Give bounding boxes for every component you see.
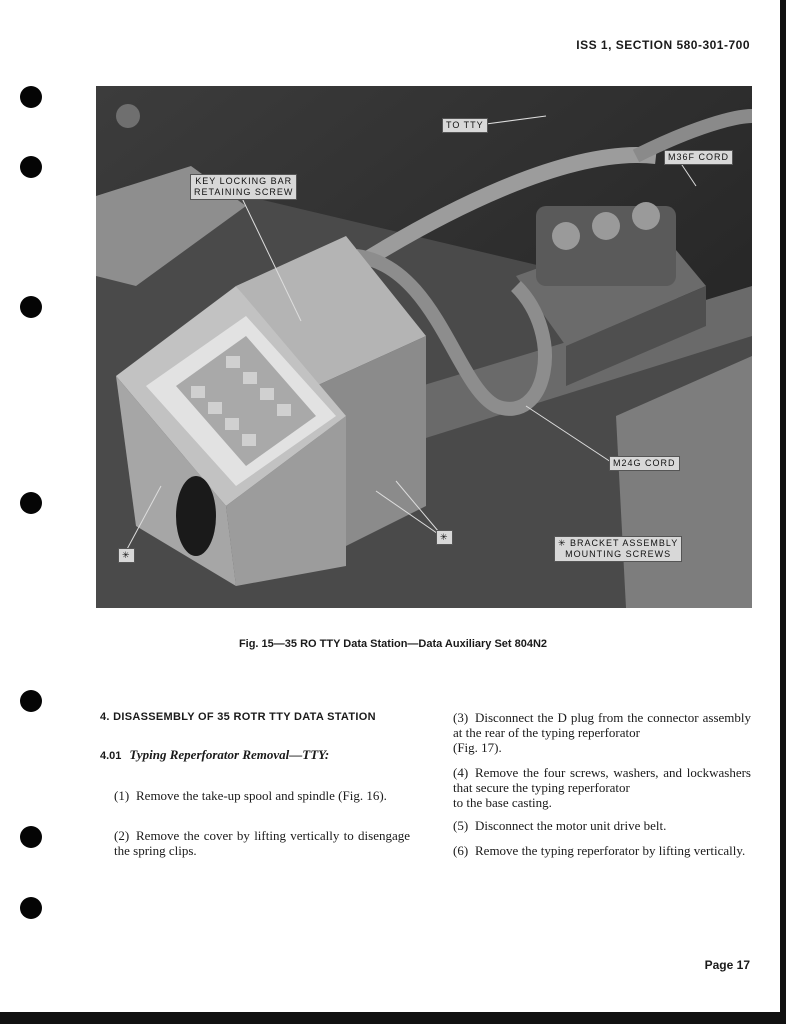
equipment-photo <box>96 86 752 608</box>
step-2 <box>100 828 410 858</box>
step-4-text: Remove the four screws, washers, and lockwashers that secure the typing reperforator <box>453 765 751 795</box>
subsection-number: 4.01 <box>100 750 122 762</box>
label-key-line1: KEY LOCKING BAR <box>195 176 293 186</box>
step-1-text: Remove the take-up spool and spindle (Fig. 16). <box>136 788 387 803</box>
step-3 <box>453 710 751 755</box>
step-5-number: (5) <box>453 818 469 833</box>
right-column <box>453 710 751 858</box>
subsection-heading <box>100 747 410 764</box>
step-4-continued: to the base casting. <box>453 795 552 810</box>
step-1-number: (1) <box>114 788 130 803</box>
label-bracket-line2: MOUNTING SCREWS <box>565 549 672 559</box>
section-heading: 4. DISASSEMBLY OF 35 ROTR TTY DATA STATION <box>100 711 376 723</box>
step-6-text: Remove the typing reperforator by lifting vertically. <box>475 843 746 858</box>
page-number: Page 17 <box>704 958 750 972</box>
step-2-number: (2) <box>114 828 130 843</box>
binder-hole-4 <box>20 492 42 514</box>
binder-hole-1 <box>20 86 42 108</box>
left-column <box>100 710 410 858</box>
label-bracket-assembly <box>554 536 682 562</box>
label-m36f-cord: M36F CORD <box>664 150 733 165</box>
binder-hole-7 <box>20 897 42 919</box>
binder-hole-5 <box>20 690 42 712</box>
binder-hole-6 <box>20 826 42 848</box>
step-5-text: Disconnect the motor unit drive belt. <box>475 818 667 833</box>
page-edge <box>780 0 786 1024</box>
step-6 <box>453 843 751 858</box>
step-5 <box>453 818 751 833</box>
step-3-ref: (Fig. 17). <box>453 740 502 755</box>
label-key-locking-bar <box>190 174 297 200</box>
step-3-number: (3) <box>453 710 469 725</box>
label-to-tty: TO TTY <box>442 118 488 133</box>
binder-hole-2 <box>20 156 42 178</box>
step-4 <box>453 765 751 810</box>
page-header: ISS 1, SECTION 580-301-700 <box>576 38 750 52</box>
subsection-title: Typing Reperforator Removal—TTY: <box>129 747 330 762</box>
star-marker-left: ✳ <box>118 548 135 563</box>
label-m24g-cord: M24G CORD <box>609 456 680 471</box>
label-bracket-line1: ✳ BRACKET ASSEMBLY <box>558 538 679 548</box>
step-2-text: Remove the cover by lifting vertically to disengage the spring clips. <box>114 828 410 858</box>
step-4-number: (4) <box>453 765 469 780</box>
step-3-text: Disconnect the D plug from the connector assembly at the rear of the typing reperforator <box>453 710 751 740</box>
label-key-line2: RETAINING SCREW <box>194 187 294 197</box>
binder-hole-3 <box>20 296 42 318</box>
figure-caption: Fig. 15—35 RO TTY Data Station—Data Auxiliary Set 804N2 <box>238 638 548 650</box>
step-6-number: (6) <box>453 843 469 858</box>
step-1 <box>100 788 410 803</box>
star-marker-center: ✳ <box>436 530 453 545</box>
page-bottom-edge <box>0 1012 786 1024</box>
photo-illustration <box>96 86 752 608</box>
